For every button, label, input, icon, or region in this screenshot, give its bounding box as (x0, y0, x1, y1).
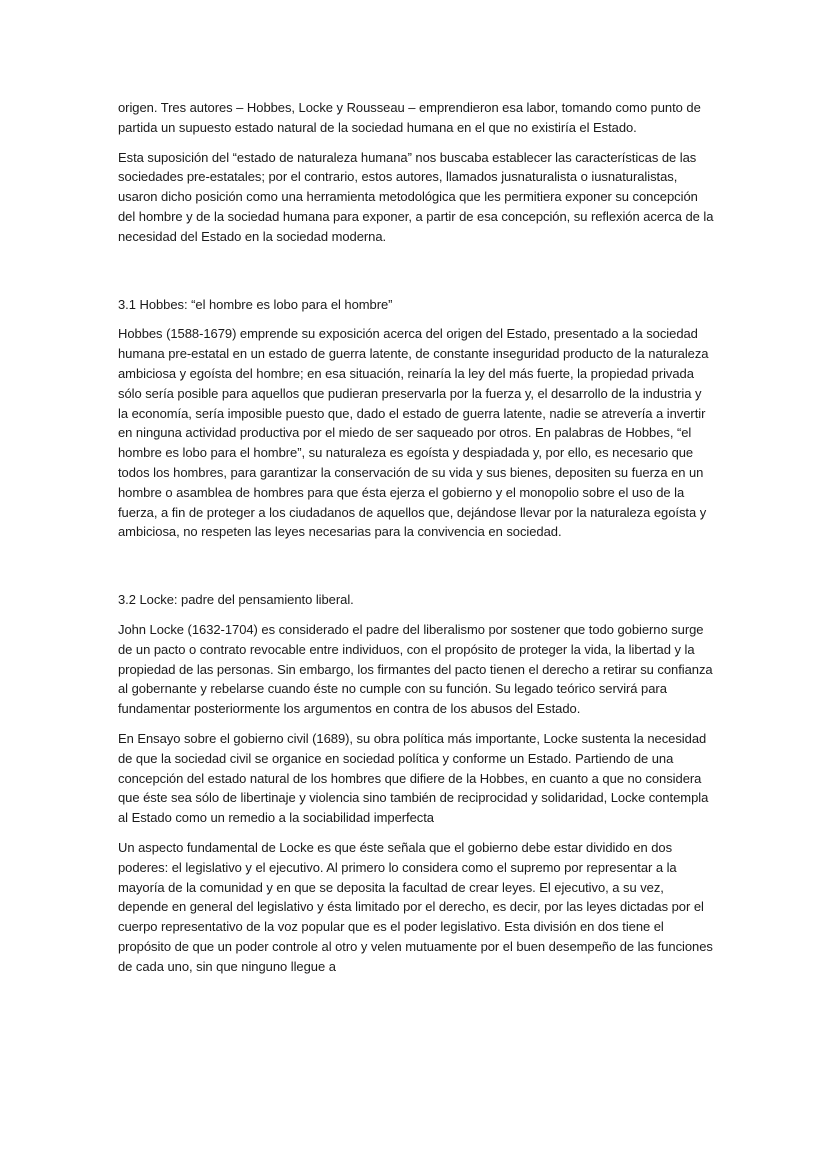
section-spacer (118, 257, 714, 295)
hobbes-paragraph-1: Hobbes (1588-1679) emprende su exposición acerca del origen del Estado, presentado a la sociedad humana pre-estatal en un estado de guerra latente, de constante inseguridad producto de la naturaleza ambiciosa y egoísta del hombre; en esa situación, reinaría la ley del más fuerte, la propiedad privada sólo sería posible para aquellos que pudieran preservarla por la fuerza y, el desarrollo de la industria y la economía, sería imposible puesto que, dado el estado de guerra latente, nadie se atrevería a invertir en ninguna actividad productiva por el miedo de ser saqueado por otros. En palabras de Hobbes, “el hombre es lobo para el hombre”, su naturaleza es egoísta y despiadada y, por ello, es necesario que todos los hombres, para garantizar la conservación de su vida y sus bienes, depositen su fuerza en un hombre o asamblea de hombres para que ésta ejerza el gobierno y el monopolio sobre el uso de la fuerza, a fin de proteger a los ciudadanos de aquellos que, dejándose llevar por la naturaleza egoísta y ambiciosa, no respeten las leyes necesarias para la convivencia en sociedad. (118, 326, 709, 540)
section-heading-locke: 3.2 Locke: padre del pensamiento liberal. (118, 592, 354, 608)
locke-paragraph-1: John Locke (1632-1704) es considerado el padre del liberalismo por sostener que todo gobierno surge de un pacto o contrato revocable entre individuos, con el propósito de proteger la vida, la libertad y la propiedad de las personas. Sin embargo, los firmantes del pacto tienen el derecho a retirar su confianza al gobernante y rebelarse cuando éste no cumple con su función. Su legado teórico servirá para fundamentar posteriormente los argumentos en contra de los abusos del Estado. (118, 621, 713, 717)
section-heading-hobbes: 3.1 Hobbes: “el hombre es lobo para el hombre” (118, 296, 393, 312)
intro-paragraph-1: origen. Tres autores – Hobbes, Locke y Rousseau – emprendieron esa labor, tomando como punto de partida un supuesto estado natural de la sociedad humana en el que no existiría el Estado. (118, 100, 701, 135)
locke-paragraph-2: En Ensayo sobre el gobierno civil (1689), su obra política más importante, Locke sustenta la necesidad de que la sociedad civil se organice en sociedad política y conforme un Estado. Partiendo de una concepción del estado natural de los hombres que difiere de la Hobbes, en cuanto a que no considera que éste sea sólo de libertinaje y violencia sino también de reciprocidad y solidaridad, Locke contempla al Estado como un remedio a la sociabilidad imperfecta (118, 730, 709, 826)
intro-paragraph-2: Esta suposición del “estado de naturaleza humana” nos buscaba establecer las características de las sociedades pre-estatales; por el contrario, estos autores, llamados jusnaturalista o iusnaturalistas, usaron dicho posición como una herramienta metodológica que les permitiera exponer su concepción del hombre y de la sociedad humana para exponer, a partir de esa concepción, su reflexión acerca de la necesidad del Estado en la sociedad moderna. (118, 149, 714, 244)
locke-paragraph-3: Un aspecto fundamental de Locke es que éste señala que el gobierno debe estar dividido en dos poderes: el legislativo y el ejecutivo. Al primero lo considera como el supremo por representar a la mayoría de la comunidad y en que se deposita la facultad de crear leyes. El ejecutivo, a su vez, depende en general del legislativo y ésta limitado por el derecho, es decir, por las leyes dictadas por el cuerpo representativo de la voz popular que es el poder legislativo. Esta división en dos tiene el propósito de que un poder controle al otro y velen mutuamente por el buen desempeño de las funciones de cada uno, sin que ninguno llegue a (118, 839, 713, 974)
section-spacer (118, 552, 714, 590)
document-page (118, 98, 714, 986)
